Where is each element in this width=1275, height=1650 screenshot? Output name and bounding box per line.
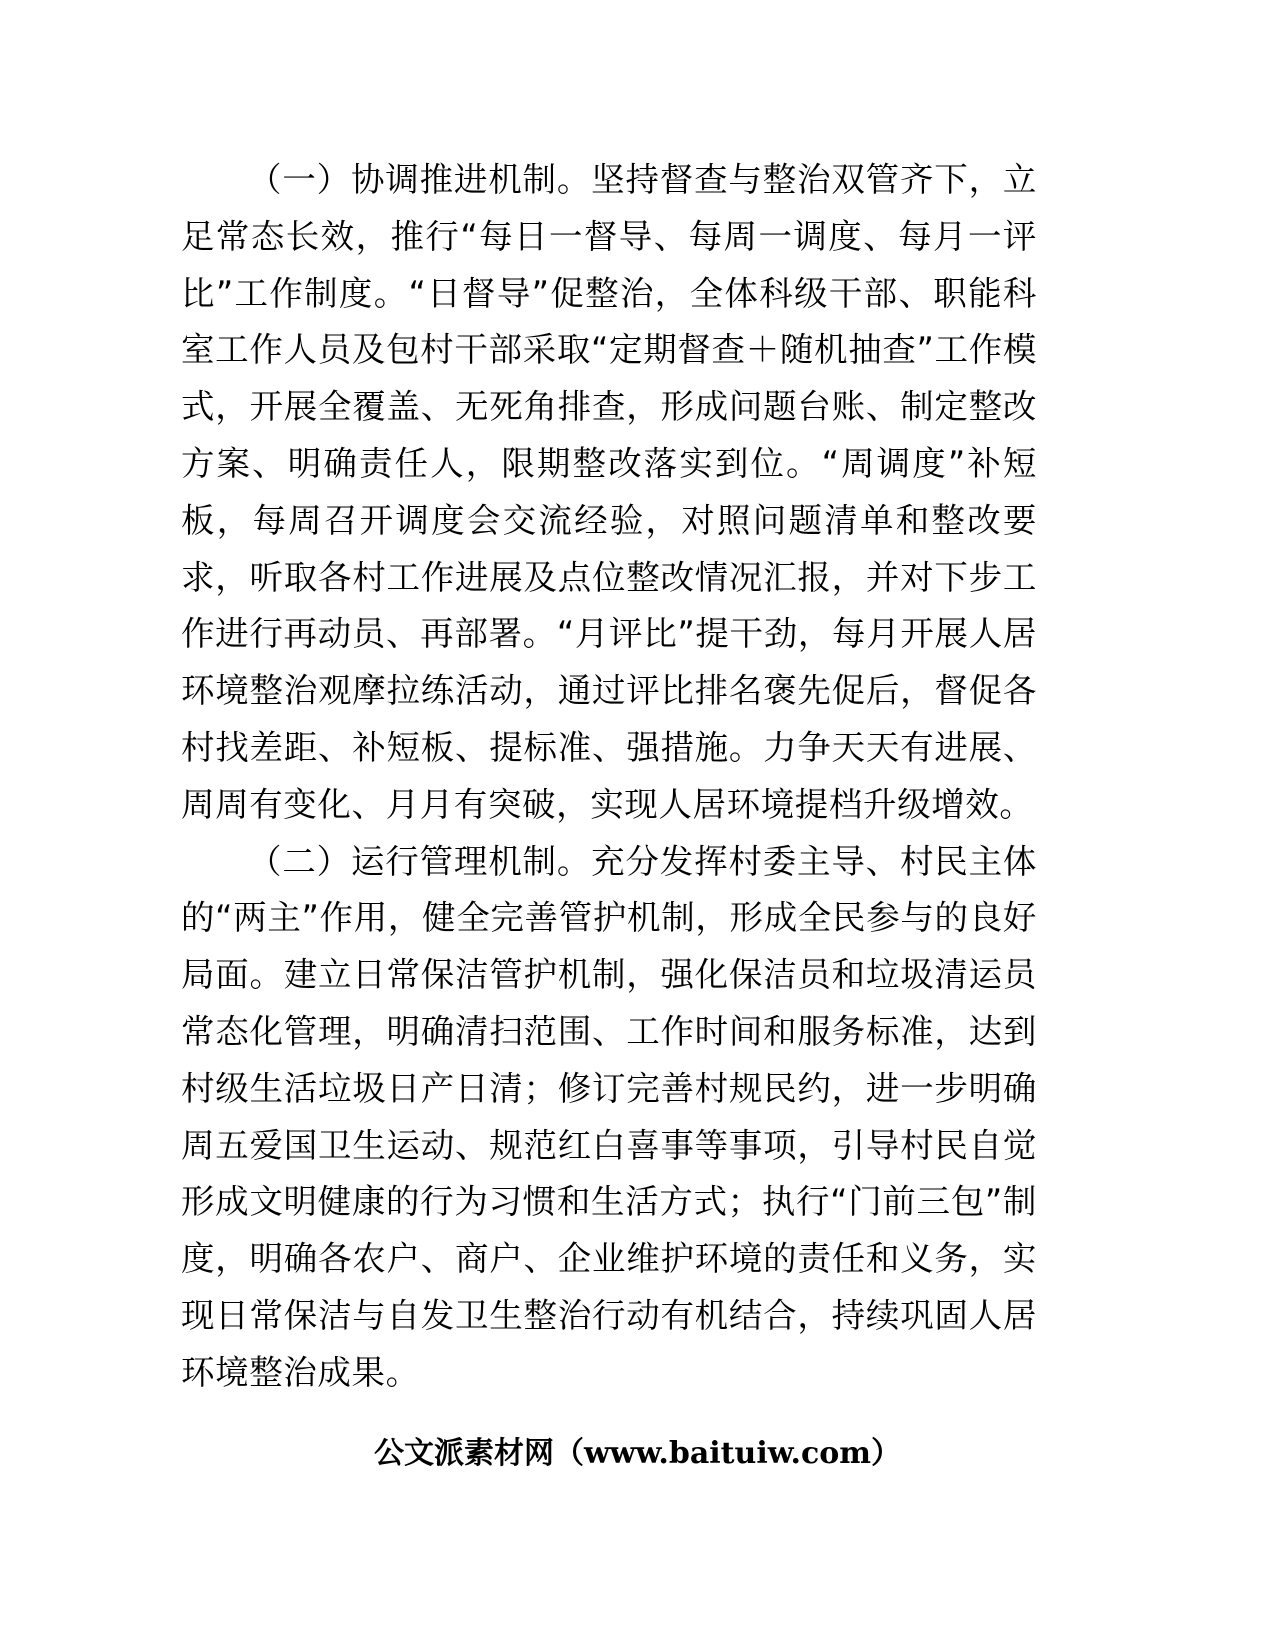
paragraph-operation-management-mechanism: （二）运行管理机制。充分发挥村委主导、村民主体的“两主”作用，健全完善管护机制，形成全民参与的良好局面。建立日常保洁管护机制，强化保洁员和垃圾清运员常态化管理，明确清扫范围、工作时间和服务标准，达到村级生活垃圾日产日清；修订完善村规民约，进一步明确周五爱国卫生运动、规范红白喜事等事项，引导村民自觉形成文明健康的行为习惯和生活方式；执行“门前三包”制度，明确各农户、商户、企业维护环境的责任和义务，实现日常保洁与自发卫生整治行动有机结合，持续巩固人居环境整治成果。 bbox=[181, 841, 1037, 1392]
paragraph-coordination-mechanism: （一）协调推进机制。坚持督查与整治双管齐下，立足常态长效，推行“每日一督导、每周一调度、每月一评比”工作制度。“日督导”促整治，全体科级干部、职能科室工作人员及包村干部采取“定期督查＋随机抽查”工作模式，开展全覆盖、无死角排查，形成问题台账、制定整改方案、明确责任人，限期整改落实到位。“周调度”补短板，每周召开调度会交流经验，对照问题清单和整改要求，听取各村工作进展及点位整改情况汇报，并对下步工作进行再动员、再部署。“月评比”提干劲，每月开展人居环境整治观摩拉练活动，通过评比排名褒先促后，督促各村找差距、补短板、提标准、强措施。力争天天有进展、周周有变化、月月有突破，实现人居环境提档升级增效。 bbox=[181, 160, 1037, 824]
page-footer-source: 公文派素材网（www.baituiw.com） bbox=[373, 1436, 902, 1471]
document-body bbox=[181, 152, 1037, 1402]
